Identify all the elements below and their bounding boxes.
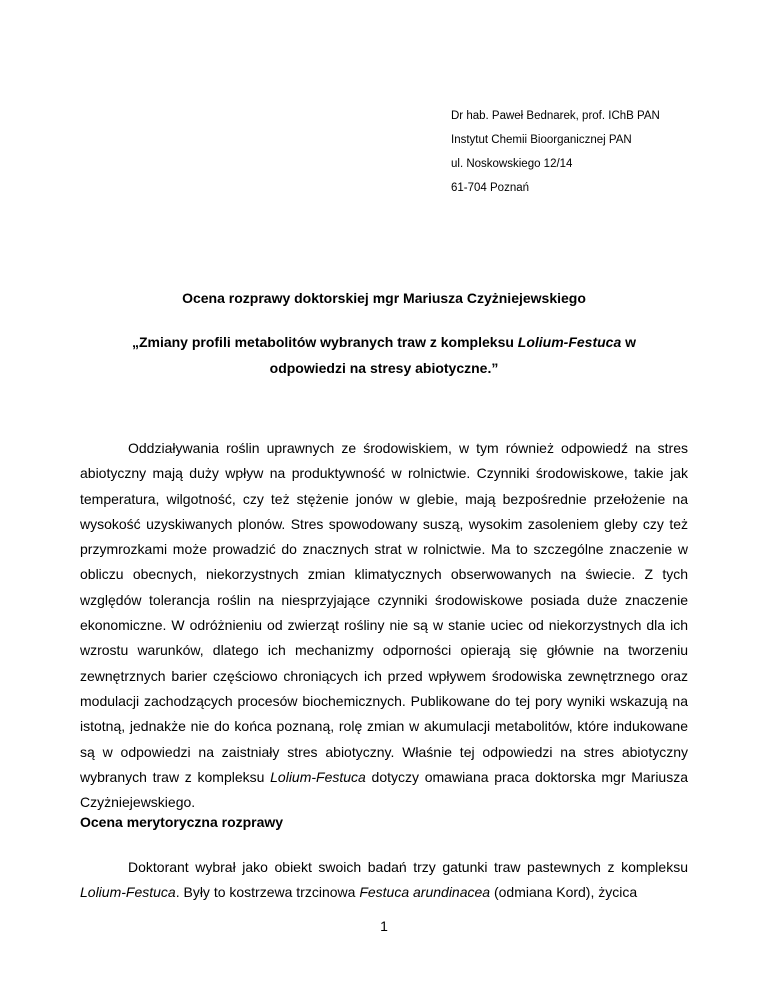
evaluation-section [80,855,688,906]
paragraph-eval-species-1: Lolium-Festuca [80,884,176,901]
title-line-1: Ocena rozprawy doktorskiej mgr Mariusza Czyżniejewskiego [182,290,586,306]
paragraph-evaluation [80,855,688,906]
paragraph-intro-end: dotyczy omawiana praca doktorska mgr Mariusza Czyżniejewskiego. [80,768,689,811]
intro-section [80,436,688,815]
page-number: 1 [380,918,388,934]
title-line-3: odpowiedzi na stresy abiotyczne.” [269,360,499,376]
paragraph-eval-part-c: (odmiana Kord), życica [490,884,638,901]
paragraph-intro-species: Lolium-Festuca [270,768,366,785]
title-line-2-end: w [621,334,637,350]
sender-address [451,110,660,206]
section-heading: Ocena merytoryczna rozprawy [80,814,284,830]
sender-institute: Instytut Chemii Bioorganicznej PAN [451,134,632,146]
paragraph-intro-text: Oddziaływania roślin uprawnych ze środowiskiem, w tym również odpowiedź na stres abiotyczny mają duży wpływ na produktywność w rolnictwie. Czynniki środowiskowe, takie jak temperatura, wilgotność, czy też stężenie jonów w glebie, mają bezpośrednie przełożenie na wysokość uzyskiwanych plonów. Stres spowodowany suszą, wysokim zasoleniem gleby czy też przymrozkami może prowadzić do znacznych strat w rolnictwie. Ma to szczególne znaczenie w obliczu obecnych, niekorzystnych zmian klimatycznych obserwowanych na świecie. Z tych względów tolerancja roślin na niesprzyjające czynniki środowiskowe posiada duże znaczenie ekonomiczne. W odróżnieniu od zwierząt rośliny nie są w stanie uciec od niekorzystnych dla ich wzrostu warunków, dlatego ich mechanizmy odporności opierają się głównie na tworzeniu zewnętrznych barier częściowo chroniących ich przed wpływem środowiska zewnętrznego oraz modulacji zachodzących procesów biochemicznych. Publikowane do tej pory wyniki wskazują na istotną, jednakże nie do końca poznaną, rolę zmian w akumulacji metabolitów, które indukowane są w odpowiedzi na zaistniały stres abiotyczny. Właśnie tej odpowiedzi na stres abiotyczny wybranych traw z kompleksu [80,440,688,785]
title-species-name: Lolium-Festuca [517,334,622,350]
paragraph-intro [80,436,688,815]
sender-name: Dr hab. Paweł Bednarek, prof. IChB PAN [451,110,660,122]
document-title [80,290,688,386]
paragraph-eval-part-a: Doktorant wybrał jako obiekt swoich badań trzy gatunki traw pastewnych z kompleksu [128,859,688,875]
paragraph-eval-species-2: Festuca arundinacea [359,884,491,901]
sender-street: ul. Noskowskiego 12/14 [451,158,573,170]
sender-city: 61-704 Poznań [451,182,530,194]
title-line-2 [80,334,688,360]
paragraph-eval-part-b: . Były to kostrzewa trzcinowa [175,884,360,901]
title-line-2-start: „Zmiany profili metabolitów wybranych traw z kompleksu [131,334,518,350]
